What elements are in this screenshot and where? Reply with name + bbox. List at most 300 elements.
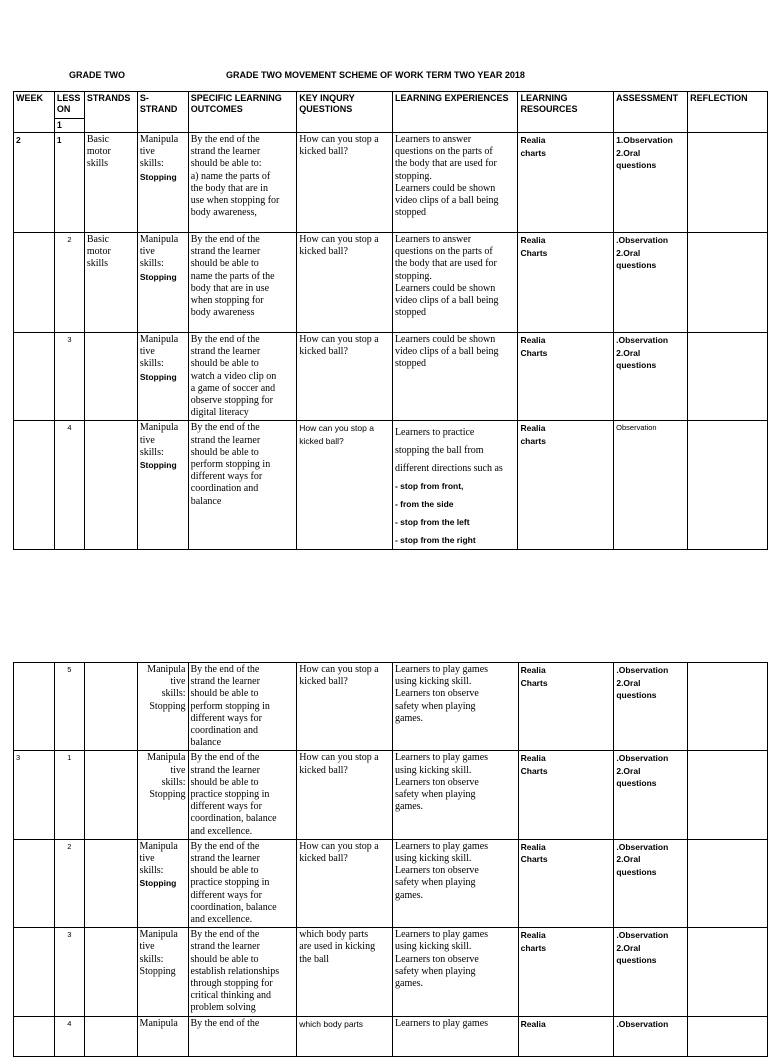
table-row bbox=[14, 1016, 768, 1056]
document-title: GRADE TWO MOVEMENT SCHEME OF WORK TERM TWO YEAR 2018 bbox=[226, 70, 525, 80]
assessment-line: 2.Oral bbox=[616, 677, 641, 688]
table-row bbox=[14, 421, 768, 550]
week-cell bbox=[14, 233, 55, 333]
outcome-line: strand the learner bbox=[190, 434, 261, 446]
strand-cell bbox=[84, 133, 137, 233]
resources-line: charts bbox=[520, 942, 547, 953]
outcome-line: observe stopping for bbox=[190, 395, 273, 407]
sstrand-line: skills: bbox=[139, 446, 164, 458]
experience-line: stopping. bbox=[394, 170, 432, 182]
outcome-line: critical thinking and bbox=[190, 990, 272, 1002]
sstrand-line: skills: bbox=[139, 158, 164, 170]
question-line: kicked ball? bbox=[299, 146, 348, 158]
experience-line: different directions such as bbox=[394, 463, 503, 475]
assessment-cell bbox=[614, 233, 688, 333]
outcome-line: practice stopping in bbox=[190, 877, 270, 889]
question-line: kicked ball? bbox=[299, 435, 344, 446]
assessment-line: questions bbox=[616, 778, 657, 789]
lesson-cell: 4 bbox=[54, 421, 84, 550]
experience-cell bbox=[393, 839, 519, 927]
resources-cell bbox=[518, 233, 614, 333]
outcome-line: should be able to bbox=[190, 953, 259, 965]
outcome-line: balance bbox=[190, 495, 222, 507]
outcome-cell bbox=[188, 928, 297, 1016]
reflection-cell bbox=[688, 333, 768, 421]
week-cell bbox=[14, 1016, 55, 1056]
assessment-line: .Observation bbox=[616, 753, 669, 764]
experience-line: Learners ton observe bbox=[395, 688, 479, 700]
col-header-lesson-sub: 1 bbox=[54, 119, 84, 133]
assessment-line: questions bbox=[616, 690, 657, 700]
outcome-line: strand the learner bbox=[190, 676, 260, 688]
experience-bullet: - stop from front, bbox=[394, 481, 464, 492]
outcome-cell: By the end of the bbox=[188, 1016, 297, 1056]
sstrand-cell bbox=[137, 421, 188, 550]
assessment-line: .Observation bbox=[616, 235, 669, 245]
question-cell bbox=[297, 421, 393, 550]
scheme-table-2 bbox=[13, 662, 768, 1057]
sstrand-line: Manipula bbox=[139, 334, 179, 345]
strand-line: motor bbox=[86, 246, 111, 258]
outcome-line: coordination and bbox=[190, 483, 259, 495]
outcome-line: By the end of the bbox=[190, 422, 260, 434]
sstrand-line: Manipula bbox=[139, 134, 179, 145]
question-line: How can you stop a bbox=[299, 423, 374, 434]
sstrand-line: Manipula bbox=[139, 840, 178, 852]
reflection-cell bbox=[688, 233, 768, 333]
resources-line: Realia bbox=[520, 335, 546, 345]
outcome-cell bbox=[188, 233, 297, 333]
lesson-cell: 5 bbox=[54, 663, 84, 751]
experience-line: Learners to play games bbox=[395, 752, 489, 764]
strand-line: skills bbox=[86, 158, 109, 170]
experience-line: stopped bbox=[394, 307, 427, 319]
assessment-cell bbox=[614, 333, 688, 421]
question-line: kicked ball? bbox=[299, 346, 348, 358]
question-line: How can you stop a bbox=[299, 234, 379, 245]
col-header-experiences: LEARNING EXPERIENCES bbox=[392, 92, 518, 133]
assessment-line: .Observation bbox=[616, 841, 669, 852]
strand-cell bbox=[84, 663, 137, 751]
experience-line: stopping the ball from bbox=[394, 445, 484, 457]
question-line: which body parts bbox=[299, 929, 369, 941]
outcome-line: strand the learner bbox=[190, 764, 260, 776]
lesson-cell: 1 bbox=[54, 133, 84, 233]
table-row bbox=[14, 928, 768, 1016]
outcome-line: perform stopping in bbox=[190, 700, 270, 712]
lesson-cell: 1 bbox=[54, 751, 84, 839]
outcome-line: strand the learner bbox=[190, 146, 261, 158]
outcome-line: different ways for bbox=[190, 712, 262, 724]
experience-cell bbox=[392, 133, 518, 233]
grade-label: GRADE TWO bbox=[69, 70, 125, 80]
resources-line: Charts bbox=[520, 677, 548, 688]
question-line: How can you stop a bbox=[299, 752, 379, 764]
outcome-line: problem solving bbox=[190, 1002, 256, 1014]
outcome-line: strand the learner bbox=[190, 941, 260, 953]
strand-cell bbox=[84, 333, 137, 421]
sstrand-cell bbox=[137, 663, 188, 751]
experience-line: games. bbox=[395, 712, 424, 724]
resources-cell bbox=[518, 133, 614, 233]
table-row bbox=[14, 133, 768, 233]
assessment-line: 2.Oral bbox=[616, 147, 641, 158]
resources-line: Realia bbox=[520, 135, 546, 145]
sstrand-line: Manipula bbox=[139, 929, 178, 941]
outcome-line: body awareness bbox=[190, 307, 255, 319]
outcome-cell bbox=[188, 333, 297, 421]
col-header-lesson-line2: ON bbox=[56, 104, 71, 114]
question-cell bbox=[297, 928, 393, 1016]
assessment-line: .Observation bbox=[616, 930, 669, 941]
question-line: How can you stop a bbox=[299, 334, 379, 345]
experience-line: using kicking skill. bbox=[395, 941, 472, 953]
col-header-reflection: REFLECTION bbox=[688, 92, 768, 133]
strand-cell bbox=[84, 751, 137, 839]
lesson-cell: 3 bbox=[54, 333, 84, 421]
question-line: the ball bbox=[299, 953, 329, 965]
outcome-line: strand the learner bbox=[190, 246, 261, 258]
table-row bbox=[14, 839, 768, 927]
experience-cell bbox=[393, 928, 519, 1016]
experience-line: safety when playing bbox=[395, 789, 476, 801]
strand-cell bbox=[84, 839, 137, 927]
question-line: kicked ball? bbox=[299, 676, 348, 688]
experience-line: Learners to play games bbox=[395, 840, 489, 852]
outcome-line: strand the learner bbox=[190, 346, 261, 358]
experience-line: the body that are used for bbox=[394, 258, 497, 270]
assessment-line: questions bbox=[616, 360, 657, 370]
outcome-line: establish relationships bbox=[190, 965, 280, 977]
col-header-sub-strand bbox=[137, 92, 188, 133]
question-line: How can you stop a bbox=[299, 664, 379, 675]
col-header-sstrand-line1: S- bbox=[139, 93, 149, 103]
sstrand-line: skills: bbox=[139, 953, 164, 965]
experience-line: Learners ton observe bbox=[395, 776, 479, 788]
assessment-cell: .Observation bbox=[614, 1016, 688, 1056]
col-header-lesson bbox=[54, 92, 84, 119]
outcome-cell bbox=[188, 663, 297, 751]
resources-line: Realia bbox=[520, 665, 546, 675]
table-row bbox=[14, 333, 768, 421]
experience-bullet: - from the side bbox=[394, 499, 454, 510]
experience-line: games. bbox=[395, 978, 424, 990]
sstrand-line: Manipula bbox=[139, 234, 179, 245]
resources-line: Realia bbox=[520, 841, 546, 852]
experience-line: using kicking skill. bbox=[395, 764, 472, 776]
col-header-assessment: ASSESSMENT bbox=[614, 92, 688, 133]
assessment-line: .Observation bbox=[616, 665, 669, 675]
week-cell bbox=[14, 928, 55, 1016]
resources-line: charts bbox=[520, 435, 546, 446]
outcome-line: different ways for bbox=[190, 801, 262, 813]
sstrand-cell bbox=[137, 233, 188, 333]
resources-cell bbox=[518, 333, 614, 421]
sstrand-line: tive bbox=[170, 764, 186, 776]
strand-cell bbox=[84, 1016, 137, 1056]
resources-line: Realia bbox=[520, 423, 546, 434]
assessment-line: questions bbox=[616, 955, 657, 966]
experience-line: Learners ton observe bbox=[395, 865, 479, 877]
outcome-line: By the end of the bbox=[190, 664, 260, 675]
experience-line: games. bbox=[395, 889, 424, 901]
experience-line: video clips of a ball being bbox=[394, 295, 499, 307]
resources-cell bbox=[518, 421, 614, 550]
sstrand-line: tive bbox=[139, 434, 155, 446]
assessment-line: questions bbox=[616, 866, 657, 877]
strand-cell bbox=[84, 421, 137, 550]
reflection-cell bbox=[688, 928, 768, 1016]
experience-line: Learners ton observe bbox=[395, 953, 479, 965]
experience-line: games. bbox=[395, 801, 424, 813]
col-header-questions: KEY INQURY QUESTIONS bbox=[297, 92, 393, 133]
sstrand-line: tive bbox=[170, 676, 186, 688]
question-line: How can you stop a bbox=[299, 840, 379, 852]
resources-line: Charts bbox=[520, 854, 548, 865]
resources-line: Realia bbox=[520, 235, 546, 245]
experience-line: Learners could be shown bbox=[394, 334, 496, 345]
question-cell bbox=[297, 839, 393, 927]
outcome-line: should be able to bbox=[190, 358, 259, 370]
assessment-line: 2.Oral bbox=[616, 942, 641, 953]
assessment-line: 2.Oral bbox=[616, 854, 641, 865]
col-header-strands: STRANDS bbox=[84, 92, 137, 133]
week-cell bbox=[14, 421, 55, 550]
col-header-outcomes: SPECIFIC LEARNING OUTCOMES bbox=[188, 92, 297, 133]
experience-line: using kicking skill. bbox=[395, 853, 472, 865]
outcome-line: should be able to bbox=[190, 446, 259, 458]
lesson-cell: 3 bbox=[54, 928, 84, 1016]
outcome-line: body awareness, bbox=[190, 207, 257, 219]
experience-line: Learners to answer bbox=[394, 234, 472, 245]
assessment-line: .Observation bbox=[616, 335, 669, 345]
outcome-cell bbox=[188, 421, 297, 550]
outcome-line: different ways for bbox=[190, 471, 263, 483]
resources-cell bbox=[518, 663, 614, 751]
outcome-line: practice stopping in bbox=[190, 789, 270, 801]
experience-line: Learners to answer bbox=[394, 134, 472, 145]
assessment-cell bbox=[614, 751, 688, 839]
outcome-line: perform stopping in bbox=[190, 459, 271, 471]
table-row bbox=[14, 751, 768, 839]
assessment-line: Observation bbox=[616, 423, 657, 433]
sstrand-line: skills: bbox=[161, 688, 186, 700]
assessment-cell bbox=[614, 839, 688, 927]
assessment-cell bbox=[614, 663, 688, 751]
resources-line: Charts bbox=[520, 347, 548, 358]
experience-cell: Learners to play games bbox=[393, 1016, 519, 1056]
question-line: kicked ball? bbox=[299, 246, 348, 258]
experience-line: Learners to practice bbox=[394, 427, 475, 439]
outcome-cell bbox=[188, 839, 297, 927]
outcome-line: should be able to: bbox=[190, 158, 262, 170]
experience-line: video clips of a ball being bbox=[394, 195, 499, 207]
sstrand-line: Stopping bbox=[149, 789, 186, 801]
outcome-line: should be able to bbox=[190, 258, 259, 270]
sstrand-line: Manipula bbox=[147, 664, 186, 675]
week-cell bbox=[14, 333, 55, 421]
experience-cell bbox=[392, 233, 518, 333]
lesson-cell: 2 bbox=[54, 839, 84, 927]
outcome-line: through stopping for bbox=[190, 978, 273, 990]
assessment-cell bbox=[614, 928, 688, 1016]
sstrand-line: Stopping bbox=[139, 171, 177, 182]
question-cell: which body parts bbox=[297, 1016, 393, 1056]
table-header-row bbox=[14, 92, 768, 119]
assessment-line: 2.Oral bbox=[616, 765, 641, 776]
reflection-cell bbox=[688, 1016, 768, 1056]
lesson-cell: 4 bbox=[54, 1016, 84, 1056]
sstrand-line: skills: bbox=[139, 865, 164, 877]
sstrand-line: tive bbox=[139, 853, 155, 865]
sstrand-line: skills: bbox=[139, 358, 164, 370]
outcome-line: coordination, balance bbox=[190, 901, 277, 913]
outcome-line: By the end of the bbox=[190, 929, 260, 941]
experience-line: safety when playing bbox=[395, 965, 476, 977]
assessment-cell bbox=[614, 133, 688, 233]
question-line: are used in kicking bbox=[299, 941, 376, 953]
experience-line: Learners could be shown bbox=[394, 282, 496, 294]
experience-line: questions on the parts of bbox=[394, 246, 493, 258]
sstrand-line: tive bbox=[139, 146, 155, 158]
sstrand-cell bbox=[137, 333, 188, 421]
outcome-line: should be able to bbox=[190, 688, 259, 700]
sstrand-line: tive bbox=[139, 246, 155, 258]
lesson-cell: 2 bbox=[54, 233, 84, 333]
sstrand-line: Manipula bbox=[147, 752, 186, 764]
week-cell bbox=[14, 839, 55, 927]
experience-cell bbox=[392, 421, 518, 550]
outcome-line: By the end of the bbox=[190, 234, 260, 245]
sstrand-cell bbox=[137, 928, 188, 1016]
strand-cell bbox=[84, 928, 137, 1016]
question-cell bbox=[297, 233, 393, 333]
outcome-line: different ways for bbox=[190, 889, 262, 901]
sstrand-line: Stopping bbox=[139, 271, 177, 282]
experience-line: safety when playing bbox=[395, 700, 476, 712]
question-cell bbox=[297, 333, 393, 421]
experience-line: questions on the parts of bbox=[394, 146, 493, 158]
experience-bullet: - stop from the right bbox=[394, 535, 476, 546]
outcome-line: and excellence. bbox=[190, 825, 253, 837]
outcome-line: the body that are in bbox=[190, 182, 268, 194]
sstrand-cell bbox=[137, 751, 188, 839]
experience-cell bbox=[392, 333, 518, 421]
experience-line: safety when playing bbox=[395, 877, 476, 889]
resources-line: charts bbox=[520, 147, 546, 158]
resources-cell bbox=[518, 928, 614, 1016]
sstrand-line: tive bbox=[139, 941, 155, 953]
sstrand-line: tive bbox=[139, 346, 155, 358]
question-cell bbox=[297, 751, 393, 839]
assessment-line: questions bbox=[616, 160, 657, 170]
question-line: kicked ball? bbox=[299, 764, 348, 776]
sstrand-line: Stopping bbox=[149, 700, 186, 712]
week-cell: 3 bbox=[14, 751, 55, 839]
outcome-line: balance bbox=[190, 737, 222, 749]
resources-cell bbox=[518, 839, 614, 927]
strand-line: skills bbox=[86, 258, 109, 270]
sstrand-line: Stopping bbox=[139, 371, 177, 382]
outcome-line: name the parts of the bbox=[190, 270, 275, 282]
outcome-line: a game of soccer and bbox=[190, 382, 276, 394]
strand-line: Basic bbox=[86, 234, 110, 245]
experience-line: stopping. bbox=[394, 270, 432, 282]
week-cell: 2 bbox=[14, 133, 55, 233]
table-row bbox=[14, 663, 768, 751]
experience-line: the body that are used for bbox=[394, 158, 497, 170]
reflection-cell bbox=[688, 839, 768, 927]
experience-line: using kicking skill. bbox=[395, 676, 472, 688]
outcome-line: watch a video clip on bbox=[190, 370, 277, 382]
outcome-line: when stopping for bbox=[190, 295, 264, 307]
scheme-table-1 bbox=[13, 91, 768, 550]
resources-line: Realia bbox=[520, 753, 546, 764]
experience-line: Learners to play games bbox=[395, 929, 489, 941]
sstrand-line: Stopping bbox=[139, 965, 176, 977]
experience-cell bbox=[393, 751, 519, 839]
resources-cell bbox=[518, 751, 614, 839]
sstrand-cell: Manipula bbox=[137, 1016, 188, 1056]
resources-cell: Realia bbox=[518, 1016, 614, 1056]
experience-bullet: - stop from the left bbox=[394, 517, 470, 528]
question-cell bbox=[297, 663, 393, 751]
strand-line: motor bbox=[86, 146, 111, 158]
assessment-cell bbox=[614, 421, 688, 550]
col-header-lesson-line1: LESS bbox=[56, 93, 81, 103]
assessment-line: 1.Observation bbox=[616, 135, 673, 145]
col-header-week: WEEK bbox=[14, 92, 55, 133]
assessment-line: 2.Oral bbox=[616, 347, 641, 358]
assessment-line: 2.Oral bbox=[616, 247, 641, 258]
sstrand-line: Stopping bbox=[139, 460, 177, 471]
sstrand-cell bbox=[137, 839, 188, 927]
outcome-cell bbox=[188, 751, 297, 839]
outcome-line: strand the learner bbox=[190, 853, 260, 865]
strand-cell bbox=[84, 233, 137, 333]
table-row bbox=[14, 233, 768, 333]
sstrand-line: Stopping bbox=[139, 878, 177, 889]
outcome-line: coordination and bbox=[190, 725, 258, 737]
outcome-line: digital literacy bbox=[190, 407, 249, 419]
experience-line: Learners to play games bbox=[395, 664, 489, 675]
outcome-line: coordination, balance bbox=[190, 813, 277, 825]
outcome-line: body that are in use bbox=[190, 282, 270, 294]
experience-line: stopped bbox=[394, 358, 427, 370]
col-header-resources: LEARNING RESOURCES bbox=[518, 92, 614, 133]
outcome-line: By the end of the bbox=[190, 134, 260, 145]
experience-line: video clips of a ball being bbox=[394, 346, 499, 358]
sstrand-line: skills: bbox=[161, 776, 186, 788]
outcome-line: should be able to bbox=[190, 865, 259, 877]
experience-cell bbox=[393, 663, 519, 751]
reflection-cell bbox=[688, 663, 768, 751]
outcome-cell bbox=[188, 133, 297, 233]
outcome-line: should be able to bbox=[190, 776, 259, 788]
outcome-line: a) name the parts of bbox=[190, 170, 271, 182]
outcome-line: By the end of the bbox=[190, 840, 260, 852]
resources-line: Charts bbox=[520, 765, 548, 776]
question-line: How can you stop a bbox=[299, 134, 379, 145]
sstrand-cell bbox=[137, 133, 188, 233]
outcome-line: and excellence. bbox=[190, 914, 253, 926]
strand-line: Basic bbox=[86, 134, 110, 145]
week-cell bbox=[14, 663, 55, 751]
reflection-cell bbox=[688, 421, 768, 550]
resources-line: Realia bbox=[520, 930, 546, 941]
col-header-sstrand-line2: STRAND bbox=[139, 104, 178, 114]
question-line: kicked ball? bbox=[299, 853, 348, 865]
